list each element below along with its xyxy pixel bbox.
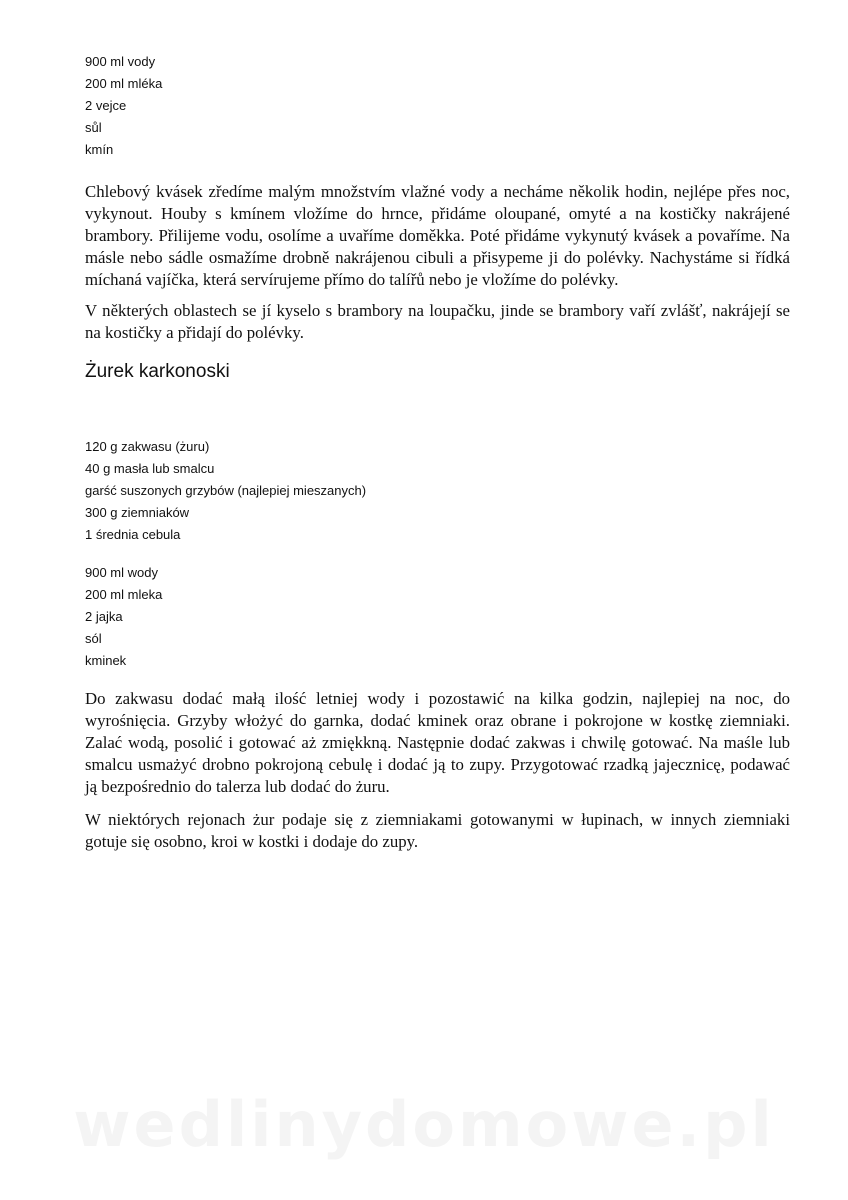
czech-ingredient-list [85,51,790,161]
ingredient-item: 900 ml wody [85,565,158,580]
ingredient-item: 1 średnia cebula [85,527,181,542]
ingredient-item: 40 g masła lub smalcu [85,461,215,476]
ingredient-item: kminek [85,653,127,668]
polish-note-paragraph: W niektórych rejonach żur podaje się z ziemniakami gotowanymi w łupinach, w innych ziemniaki gotuje się osobno, kroi w kostki i dodaje do zupy. [85,810,790,851]
ingredient-item: 120 g zakwasu (żuru) [85,439,210,454]
polish-ingredient-list-b [85,562,790,672]
polish-ingredient-list-a [85,436,790,546]
ingredient-item: kmín [85,142,114,157]
czech-instructions-paragraph: Chlebový kvásek zředíme malým množstvím vlažné vody a necháme několik hodin, nejlépe přes noc, vykynout. Houby s kmínem vložíme do hrnce, přidáme oloupané, omyté a na kostičky nakrájené brambory. Přilijeme vodu, osolíme a uvaříme doměkka. Poté přidáme vykynutý kvásek a povaříme. Na másle nebo sádle osmažíme drobně nakrájenou cibuli a přisypeme ji do polévky. Nachystáme si řídká míchaná vajíčka, která servírujeme přímo do talířů nebo je vložíme do polévky. [85,182,790,289]
ingredient-item: 200 ml mléka [85,76,163,91]
ingredient-item: 200 ml mleka [85,587,163,602]
ingredient-item: 300 g ziemniaków [85,505,190,520]
polish-instructions-paragraph: Do zakwasu dodać małą ilość letniej wody i pozostawić na kilka godzin, najlepiej na noc, do wyrośnięcia. Grzyby włożyć do garnka, dodać kminek oraz obrane i pokrojone w kostkę ziemniaki. Zalać wodą, posolić i gotować aż zmiękkną. Następnie dodać zakwas i chwilę gotować. Na maśle lub smalcu usmażyć drobno pokrojoną cebulę i dodać ją to zupy. Przygotować rzadką jajecznicę, podawać ją bezpośrednio do talerza lub dodać do żuru. [85,689,790,796]
site-watermark: wedlinydomowe.pl [73,1088,775,1161]
czech-note-paragraph: V některých oblastech se jí kyselo s brambory na loupačku, jinde se brambory vaří zvlášť, nakrájejí se na kostičky a přidají do polévky. [85,301,790,342]
recipe-heading: Żurek karkonoski [85,361,230,382]
ingredient-item: garść suszonych grzybów (najlepiej mieszanych) [85,483,367,498]
ingredient-item: sól [85,631,102,646]
ingredient-item: 2 jajka [85,609,123,624]
ingredient-item: 2 vejce [85,98,127,113]
ingredient-item: sůl [85,120,102,135]
ingredient-item: 900 ml vody [85,54,156,69]
